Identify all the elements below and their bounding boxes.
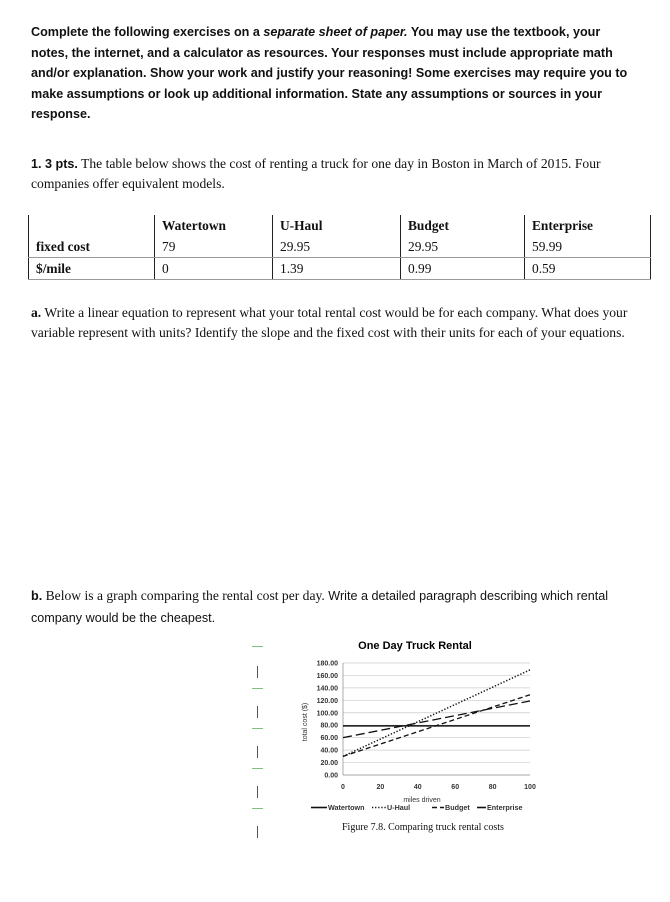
instructions-text-2: You may use the textbook, your notes, the internet, and a calculator as resources. Your responses must include appropriate math and/or explanation. Show your work and justify your reasoning! Some exercises may require you to make assumptions or look up additional information. State any assumptions or sources in your response. xyxy=(31,25,628,121)
figure-caption: Figure 7.8. Comparing truck rental costs xyxy=(342,822,504,833)
table-cell: 0 xyxy=(155,258,273,280)
table-cell: 59.99 xyxy=(525,236,651,258)
legend-entry: Enterprise xyxy=(487,803,523,812)
legend-entry: Budget xyxy=(445,803,470,812)
series-line-enterprise xyxy=(343,701,530,738)
y-tick-label: 20.00 xyxy=(320,760,338,768)
part-b xyxy=(31,585,641,629)
part-a xyxy=(31,303,641,342)
margin-mark xyxy=(257,666,258,678)
table-cell: 0.59 xyxy=(525,258,651,280)
table-corner-cell xyxy=(29,215,155,236)
table-cell: 0.99 xyxy=(401,258,525,280)
row-label-per-mile: $/mile xyxy=(29,258,155,280)
header-budget: Budget xyxy=(401,215,525,236)
x-tick-label: 80 xyxy=(488,784,497,791)
x-tick-label: 40 xyxy=(413,784,422,791)
margin-mark xyxy=(257,826,258,838)
y-axis-label: total cost ($) xyxy=(302,702,309,742)
chart-title: One Day Truck Rental xyxy=(358,640,472,652)
part-a-label: a. xyxy=(31,305,42,320)
x-tick-label: 100 xyxy=(524,784,536,791)
margin-mark xyxy=(252,768,263,769)
instructions-italic: separate sheet of paper. xyxy=(263,25,408,39)
x-tick-label: 60 xyxy=(451,784,460,791)
y-tick-label: 60.00 xyxy=(320,735,338,743)
y-tick-label: 0.00 xyxy=(324,772,338,780)
header-enterprise: Enterprise xyxy=(525,215,651,236)
legend-entry: Watertown xyxy=(328,803,365,812)
table-cell: 29.95 xyxy=(401,236,525,258)
y-tick-label: 80.00 xyxy=(320,722,338,730)
x-tick-label: 20 xyxy=(376,784,385,791)
row-label-fixed-cost: fixed cost xyxy=(29,236,155,258)
table-cell: 79 xyxy=(155,236,273,258)
margin-mark xyxy=(257,786,258,798)
header-uhaul: U-Haul xyxy=(273,215,401,236)
legend-entry: U-Haul xyxy=(387,803,411,812)
part-b-text-1: Below is a graph comparing the rental cost per day. xyxy=(42,588,325,603)
question-1-text: The table below shows the cost of renting a truck for one day in Boston in March of 2015. Four companies offer equivalent models. xyxy=(31,156,601,191)
table-row xyxy=(29,236,651,258)
part-b-text-2: Write a detailed paragraph describing which rental company would be the cheapest. xyxy=(31,589,609,625)
y-tick-label: 40.00 xyxy=(320,747,338,755)
truck-rental-chart xyxy=(290,634,560,824)
header-watertown: Watertown xyxy=(155,215,273,236)
margin-mark xyxy=(252,808,263,809)
table-cell: 29.95 xyxy=(273,236,401,258)
question-1 xyxy=(31,154,641,193)
chart-legend xyxy=(311,803,523,812)
table-cell: 1.39 xyxy=(273,258,401,280)
y-tick-label: 180.00 xyxy=(316,660,338,668)
instructions-text-1: Complete the following exercises on a xyxy=(31,25,264,39)
y-tick-label: 100.00 xyxy=(316,710,338,718)
margin-mark xyxy=(257,746,258,758)
part-a-text: Write a linear equation to represent what your total rental cost would be for each company. What does your variable represent with units? Identify the slope and the fixed cost with their units for each of your equations. xyxy=(31,305,628,340)
margin-mark xyxy=(252,728,263,729)
table-row xyxy=(29,258,651,280)
margin-mark xyxy=(257,706,258,718)
question-1-label: 1. 3 pts. xyxy=(31,157,78,171)
part-b-label: b. xyxy=(31,589,43,603)
x-tick-label: 0 xyxy=(341,784,345,791)
y-tick-label: 120.00 xyxy=(316,697,338,705)
margin-mark xyxy=(252,646,263,647)
x-tick-labels xyxy=(341,784,536,791)
y-tick-labels xyxy=(317,661,339,780)
margin-mark xyxy=(252,688,263,689)
table-header-row xyxy=(29,215,651,236)
margin-marks xyxy=(252,640,266,840)
y-tick-label: 160.00 xyxy=(316,672,338,680)
rental-rates-table xyxy=(28,215,651,280)
instructions xyxy=(31,22,631,125)
y-tick-label: 140.00 xyxy=(316,685,338,693)
x-axis-label: miles driven xyxy=(403,797,441,804)
